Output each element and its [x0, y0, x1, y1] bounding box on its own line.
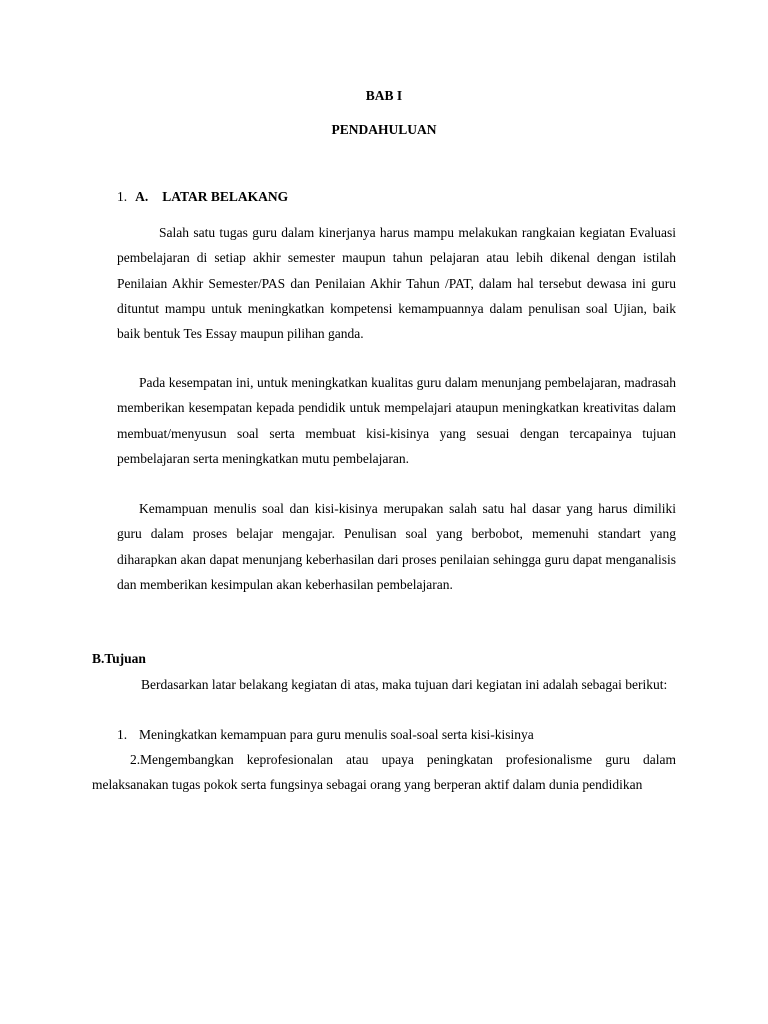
section-a-number: 1. [117, 189, 128, 204]
list-item [117, 722, 676, 747]
section-a-letter: A. [135, 189, 149, 204]
list-item-text: Mengembangkan keprofesionalan atau upaya peningkatan profesionalisme guru dalam melaksanakan tugas pokok serta fungsinya sebagai orang yang berperan aktif dalam dunia pendidikan [92, 752, 676, 793]
paragraph-2: Pada kesempatan ini, untuk meningkatkan kualitas guru dalam menunjang pembelajaran, madrasah memberikan kesempatan kepada pendidik untuk mempelajari ataupun meningkatkan kreativitas dalam membuat/menyusun soal serta membuat kisi-kisinya yang sesuai dengan tercapainya tujuan pembelajaran serta meningkatkan mutu pembelajaran. [117, 375, 676, 466]
section-b-intro: Berdasarkan latar belakang kegiatan di atas, maka tujuan dari kegiatan ini adalah sebagai berikut: [141, 677, 668, 692]
section-a-heading [117, 189, 288, 205]
paragraph-3: Kemampuan menulis soal dan kisi-kisinya merupakan salah satu hal dasar yang harus dimiliki guru dalam proses belajar mengajar. Penulisan soal yang berbobot, memenuhi standart yang diharapkan akan dapat menunjang keberhasilan dari proses penilaian sehingga guru dapat menganalisis dan memberikan kesimpulan akan keberhasilan pembelajaran. [117, 501, 676, 592]
list-item [92, 747, 676, 798]
section-a-label: LATAR BELAKANG [162, 189, 289, 204]
chapter-subtitle: PENDAHULUAN [331, 122, 437, 137]
paragraph-1: Salah satu tugas guru dalam kinerjanya harus mampu melakukan rangkaian kegiatan Evaluasi pembelajaran di setiap akhir semester maupun tahun pelajaran atau lebih dikenal dengan istilah Penilaian Akhir Semester/PAS dan Penilaian Akhir Tahun /PAT, dalam hal tersebut dewasa ini guru dituntut mampu untuk meningkatkan kompetensi kemampuannya dalam penulisan soal Ujian, baik baik bentuk Tes Essay maupun pilihan ganda. [117, 225, 676, 342]
list-item-number: 2. [130, 752, 141, 767]
section-b-heading: B.Tujuan [92, 651, 146, 666]
list-item-number: 1. [117, 727, 128, 742]
list-item-text: Meningkatkan kemampuan para guru menulis soal-soal serta kisi-kisinya [139, 727, 534, 742]
chapter-title: BAB I [365, 88, 403, 103]
